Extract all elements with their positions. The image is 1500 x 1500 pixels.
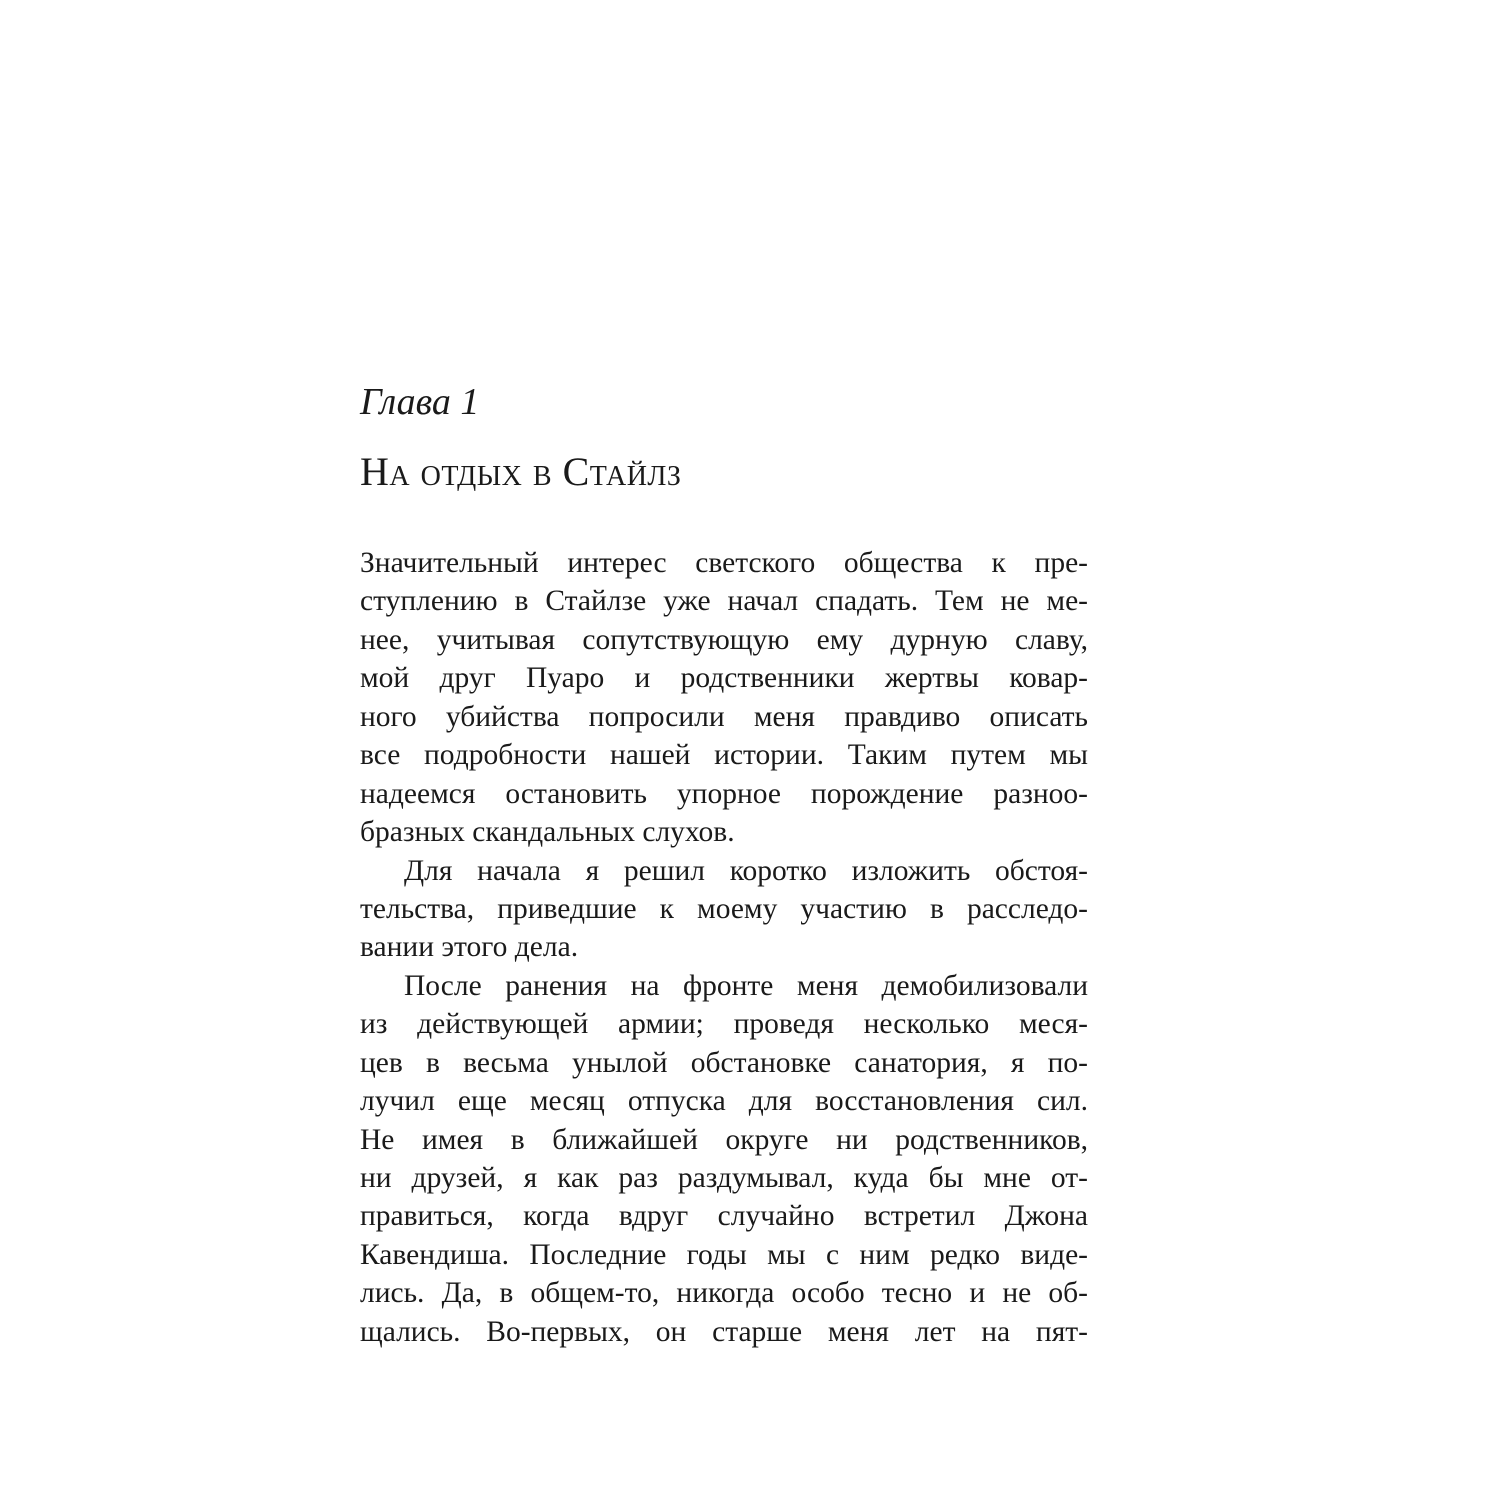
text-line: ного убийства попросили меня правдиво описать (360, 700, 1088, 733)
text-line: вании этого дела. (360, 931, 579, 964)
text-line: щались. Во-первых, он старше меня лет на пят- (360, 1315, 1088, 1348)
text-line: нее, учитывая сопутствующую ему дурную славу, (360, 623, 1088, 656)
text-line: лись. Да, в общем-то, никогда особо тесно и не об- (360, 1277, 1088, 1310)
text-line: бразных скандальных слухов. (360, 816, 735, 849)
chapter-title: На отдых в Стайлз (360, 449, 682, 494)
text-line: После ранения на фронте меня демобилизовали (404, 969, 1088, 1002)
text-line: правиться, когда вдруг случайно встретил Джона (360, 1200, 1088, 1233)
text-line: Для начала я решил коротко изложить обстоя- (404, 854, 1088, 887)
text-line: ступлению в Стайлзе уже начал спадать. Тем не ме- (360, 585, 1088, 618)
text-line: из действующей армии; проведя несколько меся- (360, 1008, 1088, 1041)
text-line: все подробности нашей истории. Таким путем мы (360, 739, 1088, 772)
text-line: Не имея в ближайшей округе ни родственников, (360, 1123, 1088, 1156)
text-line: тельства, приведшие к моему участию в расследо- (360, 892, 1088, 925)
paragraph-3 (360, 967, 1088, 1351)
paragraph-1 (360, 544, 1088, 852)
text-line: лучил еще месяц отпуска для восстановления сил. (360, 1085, 1088, 1118)
chapter-label: Глава 1 (360, 381, 480, 423)
text-block (360, 378, 1088, 1351)
text-line: мой друг Пуаро и родственники жертвы ковар- (360, 662, 1088, 695)
text-line: цев в весьма унылой обстановке санатория, я по- (360, 1046, 1088, 1079)
text-line: Кавендиша. Последние годы мы с ним редко виде- (360, 1238, 1088, 1271)
body-text (360, 544, 1088, 1351)
text-line: Значительный интерес светского общества к пре- (360, 547, 1088, 579)
text-line: надеемся остановить упорное порождение разноо- (360, 777, 1088, 810)
text-line: ни друзей, я как раз раздумывал, куда бы мне от- (360, 1162, 1088, 1194)
paragraph-2 (360, 852, 1088, 967)
